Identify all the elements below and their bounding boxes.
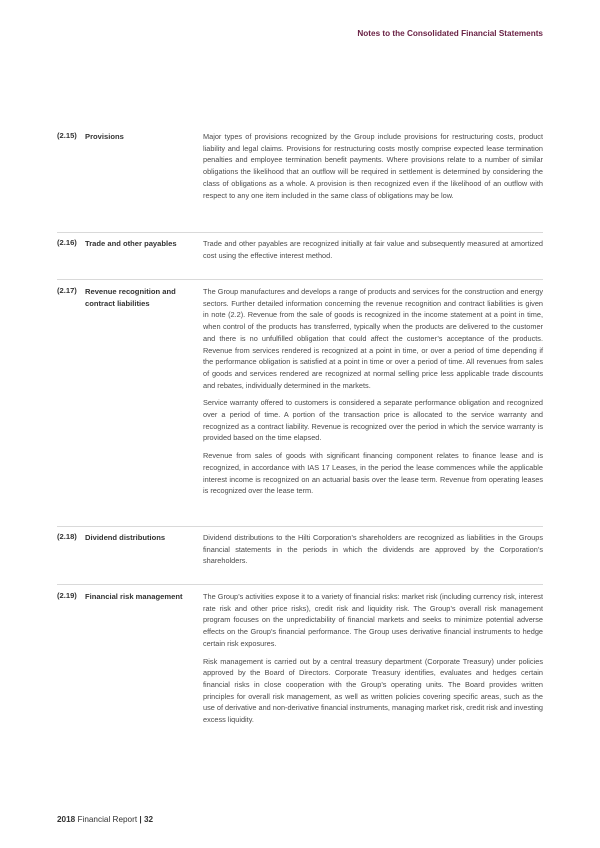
- paragraph: Dividend distributions to the Hilti Corporation’s shareholders are recognized as liabilities in the Groups financial statements in the periods in which the dividends are approved by the Corporation’s shareholders.: [203, 533, 543, 566]
- note-title: Provisions: [85, 132, 124, 141]
- paragraph: The Group’s activities expose it to a variety of financial risks: market risk (including currency risk, interest rate risk and other price risks), credit risk and liquidity risk. The Group’s overall risk management program focuses on the unpredictability of financial markets and seeks to minimize potential adverse effects on the Group’s financial performance. The Group uses derivative financial instruments to hedge certain risk exposures.: [203, 592, 543, 648]
- running-header: Notes to the Consolidated Financial Statements: [357, 29, 543, 38]
- paragraph: Risk management is carried out by a central treasury department (Corporate Treasury) under policies approved by the Board of Directors. Corporate Treasury identifies, evaluates and hedges certain financial risks in close cooperation with the Group’s operating units. The Board provides written principles for overall risk management, as well as written policies covering specific areas, such as the use of derivative and non-derivative financial instruments, managing market risk, credit risk and investing excess liquidity.: [203, 656, 544, 725]
- note-body: [203, 131, 543, 207]
- paragraph: The Group manufactures and develops a range of products and services for the construction and energy sectors. Further detailed information concerning the revenue recognition and contract liabilities is given in note (2.2). Revenue from the sale of goods is recognized in the income statement at a point in time, when control of the products has transferred, typically when the products are delivered to the customer and there is no unfulfilled obligation that could affect the customer’s acceptance of the products. Revenue from services rendered is recognized at a point in time, or over a period of time depending if the performance obligation is satisfied at a point in time or over a period of time. All revenues from sales of goods and services rendered are recognized at normal selling price less applicable trade discounts and rebates, individually determined in the markets.: [203, 287, 543, 390]
- note-number: (2.19): [57, 591, 77, 600]
- page-number: 32: [143, 815, 154, 824]
- paragraph: Trade and other payables are recognized initially at fair value and subsequently measured at amortized cost using the effective interest method.: [203, 239, 543, 260]
- footer-separator: |: [139, 815, 142, 824]
- section-divider: [57, 279, 543, 280]
- note-title: Dividend distributions: [85, 533, 166, 542]
- note-number: (2.15): [57, 131, 77, 140]
- paragraph: Revenue from sales of goods with significant financing component relates to finance lease and is recognized, in accordance with IAS 17 Leases, in the period the lease commences while the applicable interest income is recognized on an actuarial basis over the lease term. Revenue from operating leases is recognized over the lease term.: [203, 451, 543, 496]
- footer-report-label: Financial Report: [77, 815, 138, 824]
- section-divider: [57, 232, 543, 233]
- note-number: (2.18): [57, 532, 77, 541]
- footer-year: 2018: [57, 815, 76, 824]
- note-title: Trade and other payables: [85, 239, 177, 248]
- note-number: (2.16): [57, 238, 77, 247]
- paragraph: Major types of provisions recognized by the Group include provisions for restructuring costs, product liability and legal claims. Provisions for restructuring costs mostly comprise expected lease termination penalties and employee termination benefit payments. Where provisions relate to a number of similar obligations the likelihood that an outflow will be required in settlement is determined by considering the class of obligations as a whole. A provision is then recognized even if the likelihood of an outflow with respect to any one item included in the same class of obligations may be low.: [203, 132, 543, 200]
- section-divider: [57, 526, 543, 527]
- note-body: [203, 532, 543, 573]
- section-divider: [57, 584, 543, 585]
- paragraph: Service warranty offered to customers is considered a separate performance obligation and recognized over a period of time. A portion of the transaction price is allocated to the service warranty and recognized as a contract liability. Revenue is recognized over the period in which the service warranty is provided based on the time elapsed.: [203, 398, 543, 443]
- note-body: [203, 591, 543, 732]
- note-body: [203, 286, 543, 503]
- note-title: Financial risk management: [85, 592, 183, 601]
- note-body: [203, 238, 543, 267]
- page-footer: [57, 815, 153, 824]
- note-title: Revenue recognition and contract liabilities: [85, 287, 176, 308]
- note-number: (2.17): [57, 286, 77, 295]
